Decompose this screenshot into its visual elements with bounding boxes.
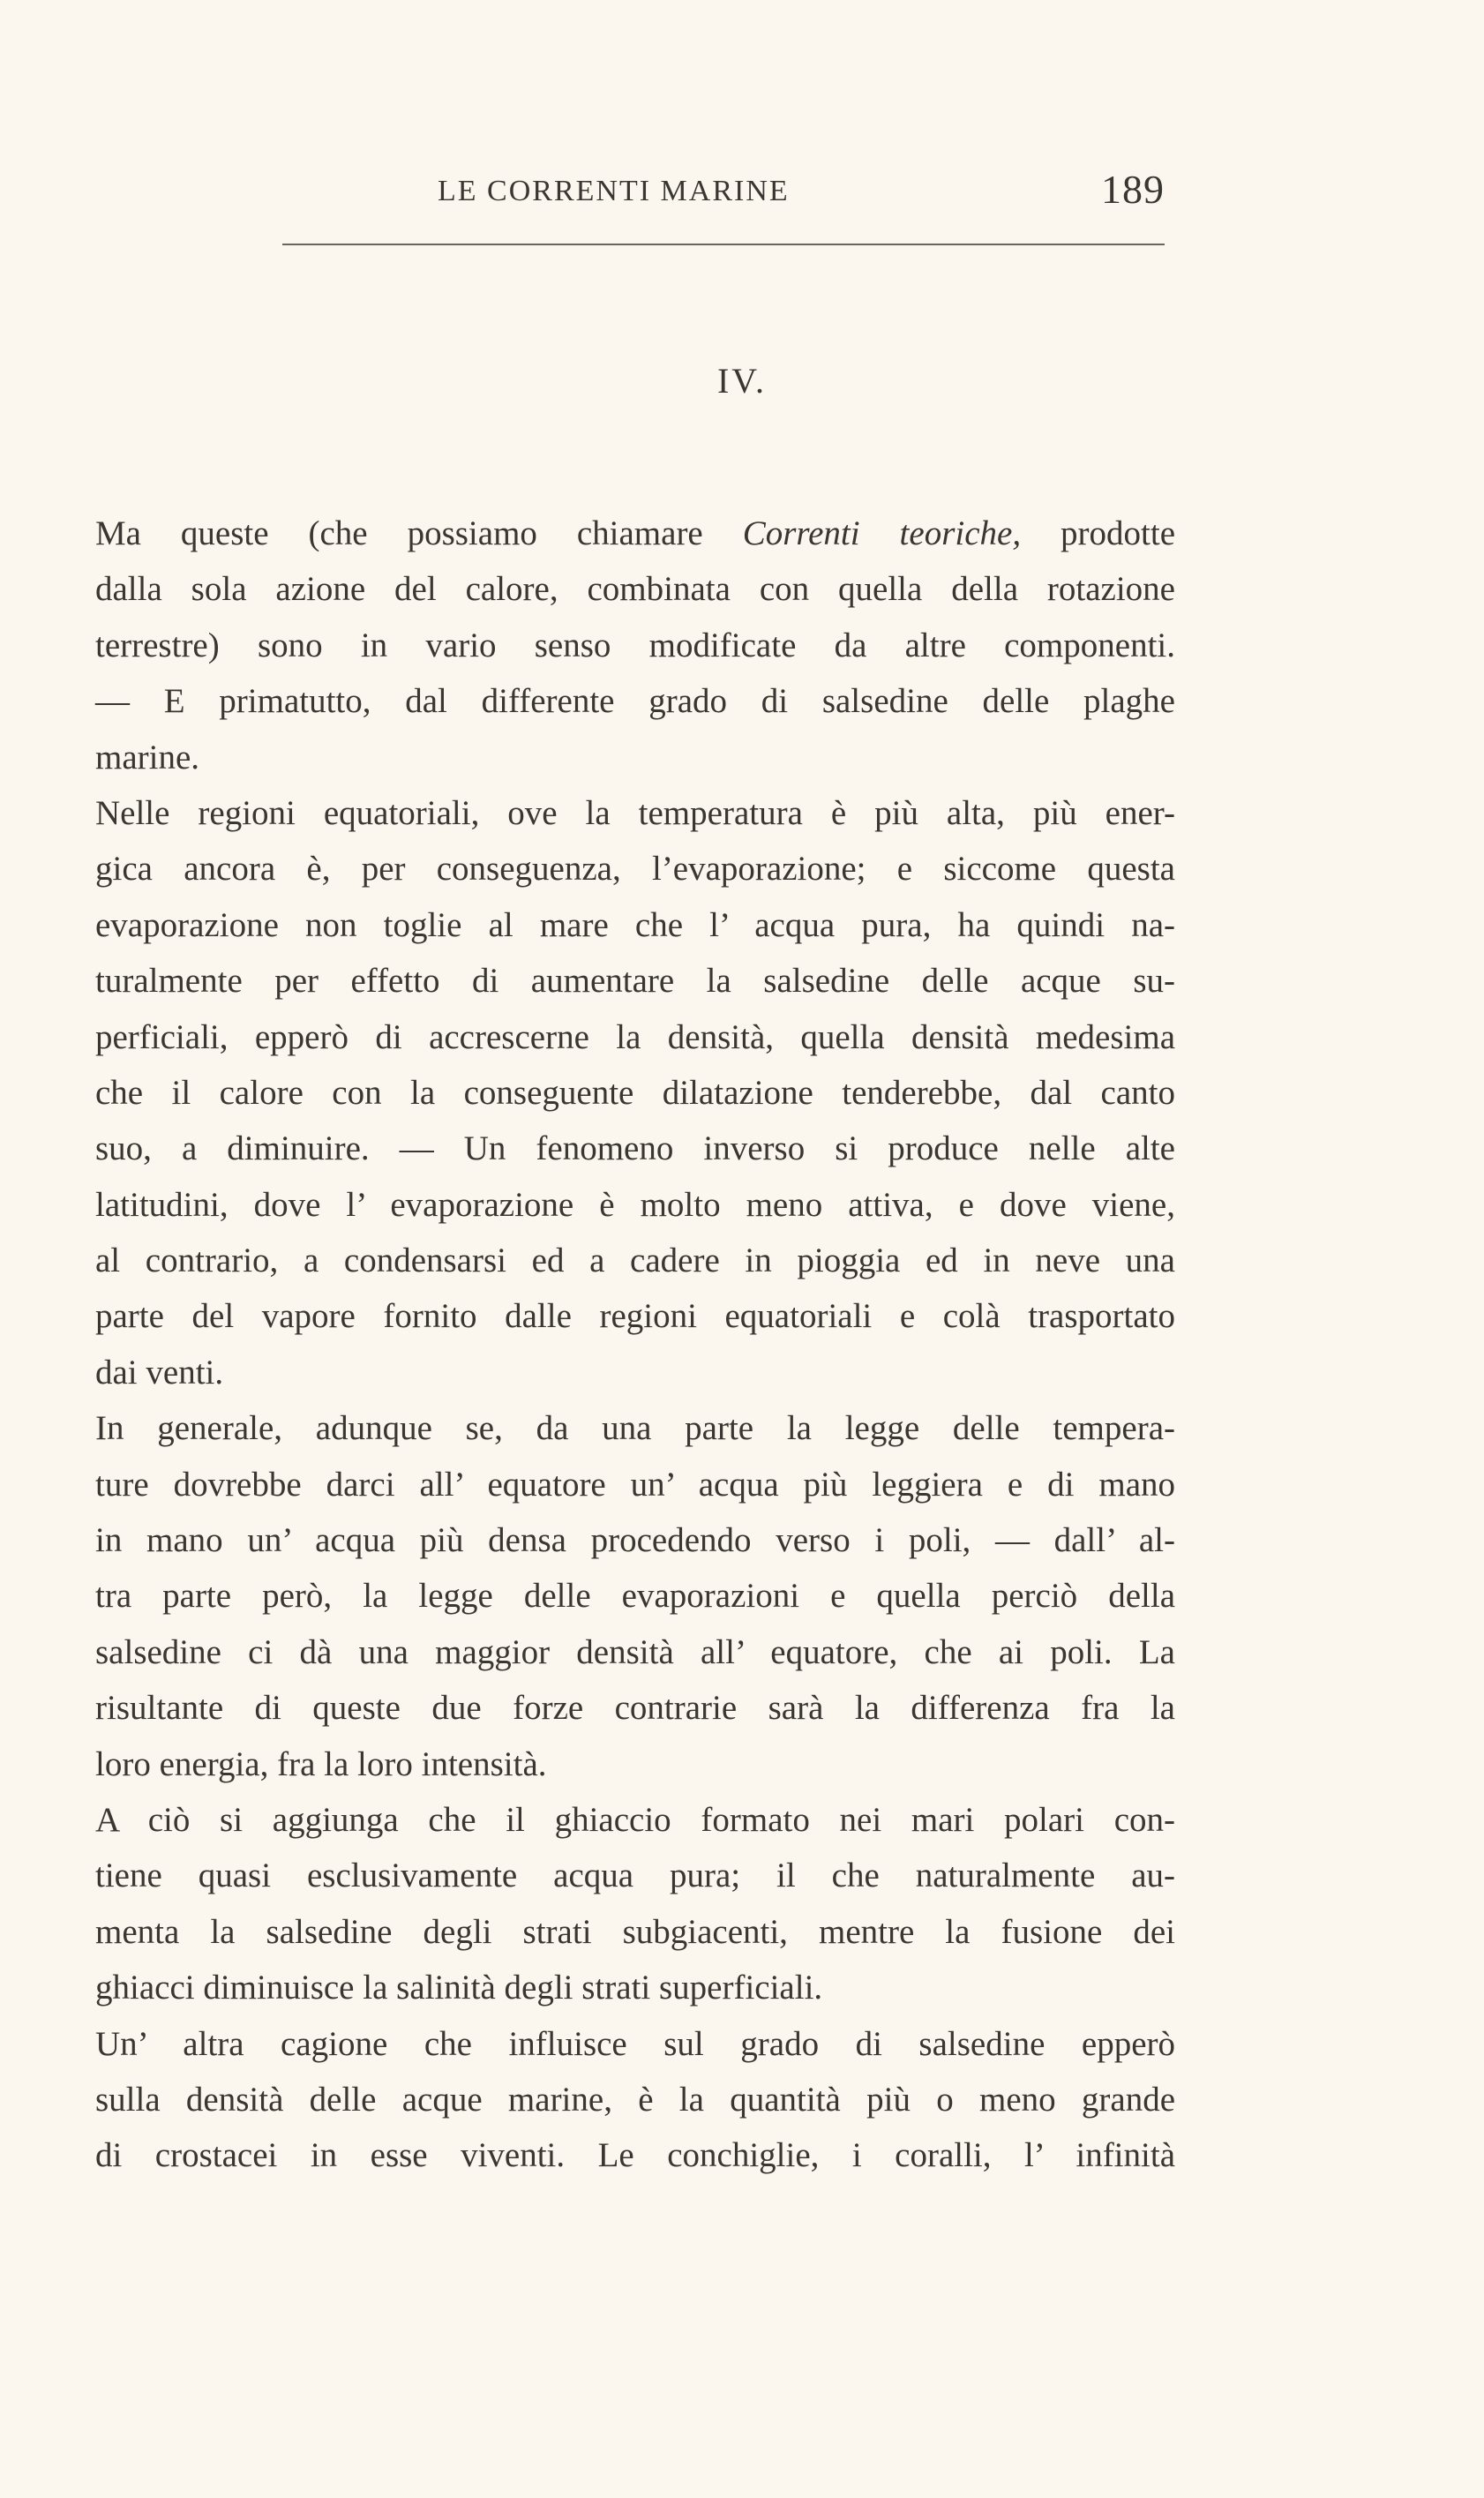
text-line [95, 841, 1175, 896]
line-text: loro energia, fra la loro intensità. [95, 1744, 547, 1783]
line-text: dalla sola azione del calore, combinata con quella della rotazione [95, 570, 1175, 609]
page-number: 189 [1101, 167, 1165, 212]
text-line [95, 1680, 1175, 1736]
line-text: sulla densità delle acque marine, è la quantità più o meno grande [95, 2080, 1175, 2119]
line-text: perficiali, epperò di accrescerne la densità, quella densità medesima [95, 1017, 1175, 1056]
line-text: ghiacci diminuisce la salinità degli strati superficiali. [95, 1969, 823, 2007]
text-line [95, 1233, 1175, 1288]
line-text: Ma queste (che possiamo chiamare [95, 514, 743, 552]
line-text: Nelle regioni equatoriali, ove la temperatura è più alta, più ener- [95, 793, 1175, 832]
text-line [95, 1848, 1175, 1903]
text-line [95, 730, 1175, 785]
text-line [95, 1512, 1175, 1568]
text-line [95, 506, 1175, 561]
line-text: — E primatutto, dal differente grado di salsedine delle plaghe [95, 682, 1175, 721]
italic-term: Correnti teoriche, [742, 514, 1022, 552]
text-line [95, 561, 1175, 617]
running-title: LE CORRENTI MARINE [438, 175, 790, 207]
line-text: marine. [95, 738, 200, 776]
text-line [95, 618, 1175, 673]
text-line [95, 1960, 1175, 2015]
line-text: tra parte però, la legge delle evaporazioni e quella perciò della [95, 1577, 1175, 1616]
text-line [95, 1904, 1175, 1960]
text-line [95, 2072, 1175, 2127]
text-line [95, 1065, 1175, 1121]
text-line [95, 1345, 1175, 1400]
text-line [95, 1177, 1175, 1233]
line-text: al contrario, a condensarsi ed a cadere in pioggia ed in neve una [95, 1241, 1175, 1280]
section-heading: IV. [716, 361, 768, 401]
text-line [95, 1792, 1175, 1848]
text-line [95, 897, 1175, 953]
line-text: dai venti. [95, 1353, 224, 1392]
text-line [95, 2016, 1175, 2072]
line-text: prodotte [1021, 514, 1176, 552]
page-header [282, 166, 1165, 219]
line-text: di crostacei in esse viventi. Le conchiglie, i coralli, l’ infinità [95, 2136, 1175, 2175]
line-text: A ciò si aggiunga che il ghiaccio formato nei mari polari con- [95, 1800, 1175, 1839]
line-text: menta la salsedine degli strati subgiacenti, mentre la fusione dei [95, 1912, 1175, 1951]
text-line [95, 1400, 1175, 1456]
line-text: risultante di queste due forze contrarie sarà la differenza fra la [95, 1689, 1175, 1728]
text-line [95, 1568, 1175, 1624]
line-text: Un’ altra cagione che influisce sul grado di salsedine epperò [95, 2024, 1175, 2063]
text-line [95, 1457, 1175, 1512]
text-line [95, 1009, 1175, 1065]
text-line [95, 1737, 1175, 1792]
line-text: gica ancora è, per conseguenza, l’evaporazione; e siccome questa [95, 850, 1175, 889]
text-line [95, 785, 1175, 841]
text-line [95, 1624, 1175, 1680]
line-text: latitudini, dove l’ evaporazione è molto meno attiva, e dove viene, [95, 1185, 1175, 1224]
line-text: turalmente per effetto di aumentare la salsedine delle acque su- [95, 962, 1175, 1001]
line-text: in mano un’ acqua più densa procedendo verso i poli, — dall’ al- [95, 1521, 1175, 1560]
header-rule [282, 244, 1165, 245]
line-text: ture dovrebbe darci all’ equatore un’ acqua più leggiera e di mano [95, 1465, 1175, 1504]
line-text: parte del vapore fornito dalle regioni equatoriali e colà trasportato [95, 1297, 1175, 1336]
text-line [95, 1288, 1175, 1344]
line-text: suo, a diminuire. — Un fenomeno inverso si produce nelle alte [95, 1129, 1175, 1168]
line-text: In generale, adunque se, da una parte la legge delle tempera- [95, 1409, 1175, 1448]
line-text: terrestre) sono in vario senso modificate da altre componenti. [95, 626, 1175, 664]
text-line [95, 673, 1175, 729]
text-line [95, 1121, 1175, 1176]
line-text: che il calore con la conseguente dilatazione tenderebbe, dal canto [95, 1073, 1175, 1112]
body-text [95, 506, 1175, 2184]
line-text: evaporazione non toglie al mare che l’ acqua pura, ha quindi na- [95, 905, 1175, 944]
text-line [95, 2127, 1175, 2183]
line-text: tiene quasi esclusivamente acqua pura; il che naturalmente au- [95, 1857, 1175, 1895]
text-line [95, 953, 1175, 1009]
line-text: salsedine ci dà una maggior densità all’ equatore, che ai poli. La [95, 1632, 1175, 1671]
